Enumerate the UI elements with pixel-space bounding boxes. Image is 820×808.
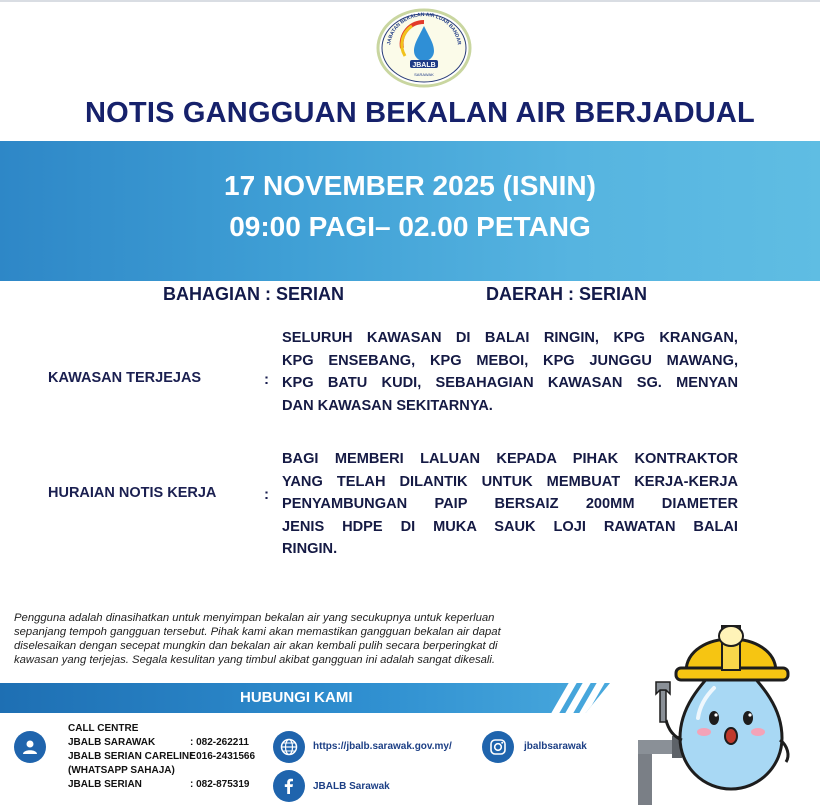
- water-drop-mascot-illustration: [636, 590, 820, 808]
- affected-areas-label: KAWASAN TERJEJAS: [48, 370, 202, 386]
- notice-line: sepanjang tempoh gangguan tersebut. Pihak kami akan memastikan gangguan bekalan air dapat: [14, 626, 501, 638]
- work-line: BAGI MEMBERI LALUAN KEPADA PIHAK KONTRAKTOR: [282, 451, 738, 467]
- instagram-icon[interactable]: [482, 731, 514, 763]
- work-line: JENIS HDPE DI MUKA SAUK LOJI RAWATAN BALAI: [282, 518, 738, 535]
- contact-name: JBALB SERIAN: [68, 779, 142, 790]
- contact-number[interactable]: : 082-262211: [190, 737, 249, 748]
- contact-name: (WHATSAPP SAHAJA): [68, 765, 175, 776]
- affected-line: SELURUH KAWASAN DI BALAI RINGIN, KPG KRANGAN,: [282, 330, 738, 346]
- work-description-colon: :: [264, 486, 269, 503]
- call-centre-label: CALL CENTRE: [68, 723, 139, 734]
- schedule-date: 17 NOVEMBER 2025 (ISNIN): [224, 170, 596, 201]
- work-description-label: HURAIAN NOTIS KERJA: [48, 485, 217, 501]
- affected-line: KPG BATU KUDI, SEBAHAGIAN KAWASAN SG. MENYAN: [282, 375, 738, 391]
- instagram-handle[interactable]: jbalbsarawak: [524, 741, 587, 752]
- contact-number[interactable]: : 082-875319: [190, 779, 250, 790]
- affected-line: DAN KAWASAN SEKITARNYA.: [282, 397, 493, 414]
- logo-badge-text: JBALB: [412, 62, 436, 69]
- affected-line: KPG ENSEBANG, KPG MEBOI, KPG JUNGGU MAWANG,: [282, 352, 738, 369]
- consumer-notice: [14, 611, 594, 667]
- notice-line: Pengguna adalah dinasihatkan untuk menyimpan bekalan air yang secukupnya untuk keperluan: [14, 612, 495, 624]
- contact-heading: HUBUNGI KAMI: [240, 689, 353, 706]
- facebook-page[interactable]: JBALB Sarawak: [313, 781, 390, 792]
- page-title: NOTIS GANGGUAN BEKALAN AIR BERJADUAL: [85, 97, 755, 129]
- phone-user-icon: [14, 731, 46, 763]
- logo-region-text: SARAWAK: [414, 72, 434, 77]
- work-line: PENYAMBUNGAN PAIP BERSAIZ 200MM DIAMETER: [282, 496, 738, 512]
- logo-ring-text: JABATAN BEKALAN AIR LUAR BANDAR: [386, 11, 462, 46]
- affected-areas-text: [282, 327, 738, 417]
- notice-line: diselesaikan dengan secepat mungkin dan bekalan air akan kembali pulih secara berperingkat di: [14, 640, 498, 652]
- work-line: YANG TELAH DILANTIK UNTUK MEMBUAT KERJA-KERJA: [282, 473, 738, 490]
- affected-areas-colon: :: [264, 371, 269, 388]
- globe-icon[interactable]: [273, 731, 305, 763]
- contact-name: JBALB SERIAN CARELINE: [68, 751, 196, 762]
- work-description-text: [282, 448, 738, 561]
- contact-name: JBALB SARAWAK: [68, 737, 156, 748]
- top-divider: [0, 0, 820, 2]
- website-link[interactable]: https://jbalb.sarawak.gov.my/: [313, 741, 452, 752]
- contact-number[interactable]: : 016-2431566: [190, 751, 256, 762]
- schedule-banner: [0, 141, 820, 281]
- jbalb-logo: [376, 8, 472, 88]
- work-line: RINGIN.: [282, 541, 338, 557]
- schedule-time: 09:00 PAGI– 02.00 PETANG: [229, 211, 591, 242]
- bahagian-label: BAHAGIAN : SERIAN: [163, 284, 345, 304]
- notice-line: kawasan yang terjejas. Segala kesulitan yang timbul akibat gangguan ini adalah sangat dikesali.: [14, 654, 496, 666]
- daerah-label: DAERAH : SERIAN: [486, 284, 648, 304]
- facebook-icon[interactable]: [273, 770, 305, 802]
